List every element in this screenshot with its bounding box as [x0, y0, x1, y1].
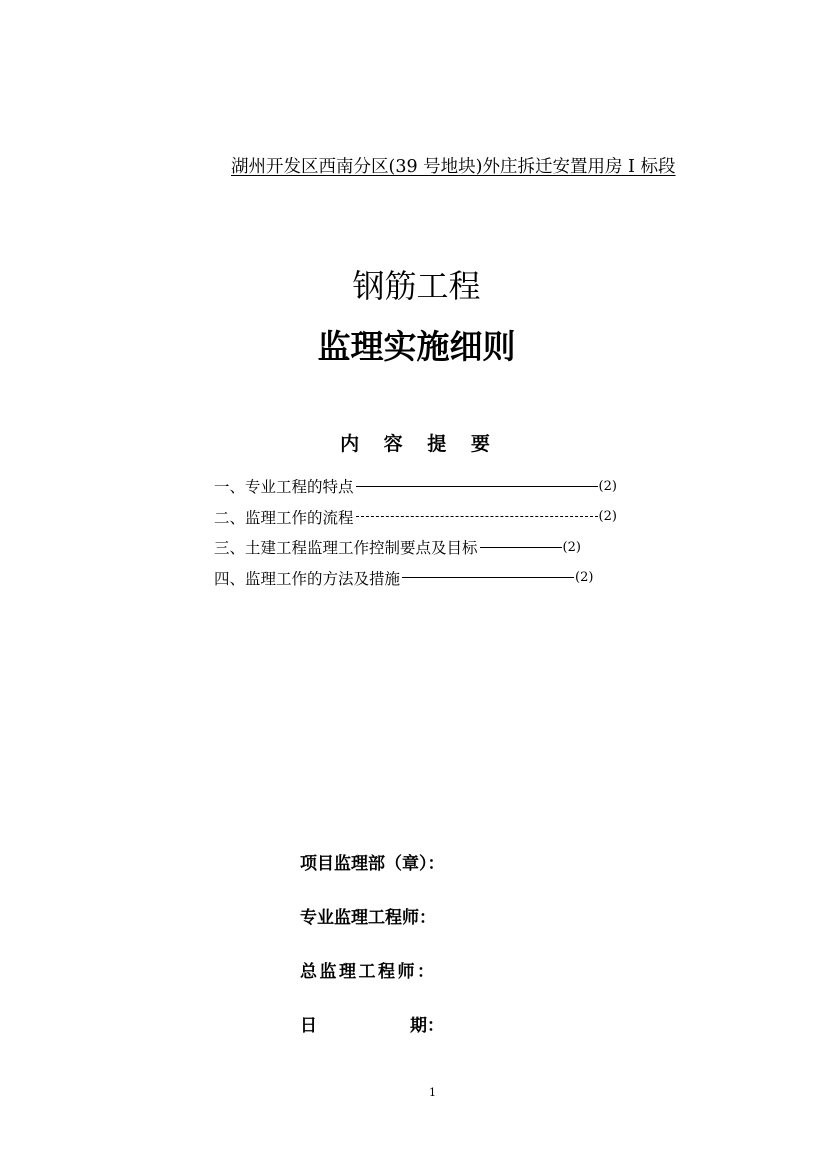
toc-leader-line	[402, 577, 574, 578]
toc-item-label: 三、土建工程监理工作控制要点及目标	[214, 539, 478, 558]
toc-item-4	[214, 563, 674, 594]
toc-leader-line	[356, 516, 598, 517]
toc-leader-line	[356, 486, 598, 487]
toc-item-label: 二、监理工作的流程	[214, 508, 354, 527]
toc-item-page: (2)	[598, 478, 617, 494]
toc-leader-line	[480, 547, 562, 548]
signature-chief-label: 总监理工程师：	[300, 962, 437, 982]
signature-engineer-label: 专业监理工程师：	[300, 908, 436, 928]
project-title: 湖州开发区西南分区(39 号地块)外庄拆迁安置用房 I 标段	[231, 157, 676, 177]
signature-date-label	[300, 1015, 444, 1037]
table-of-contents	[214, 471, 674, 593]
toc-item-page: (2)	[598, 509, 617, 525]
signature-dept-label: 项目监理部（章）：	[300, 854, 445, 874]
toc-item-3	[214, 532, 674, 563]
toc-item-page: (2)	[575, 570, 594, 586]
date-label-right: 期：	[410, 1016, 444, 1036]
toc-item-2	[214, 502, 674, 533]
page-number: 1	[429, 1086, 436, 1099]
toc-item-label: 四、监理工作的方法及措施	[214, 569, 401, 588]
toc-item-label: 一、专业工程的特点	[214, 478, 354, 497]
document-title-line1: 钢筋工程	[352, 267, 481, 305]
toc-heading: 内 容 提 要	[340, 433, 499, 455]
toc-item-1	[214, 471, 674, 502]
document-title-line2: 监理实施细则	[317, 327, 516, 366]
date-label-left: 日	[300, 1016, 317, 1036]
toc-item-page: (2)	[562, 539, 581, 555]
